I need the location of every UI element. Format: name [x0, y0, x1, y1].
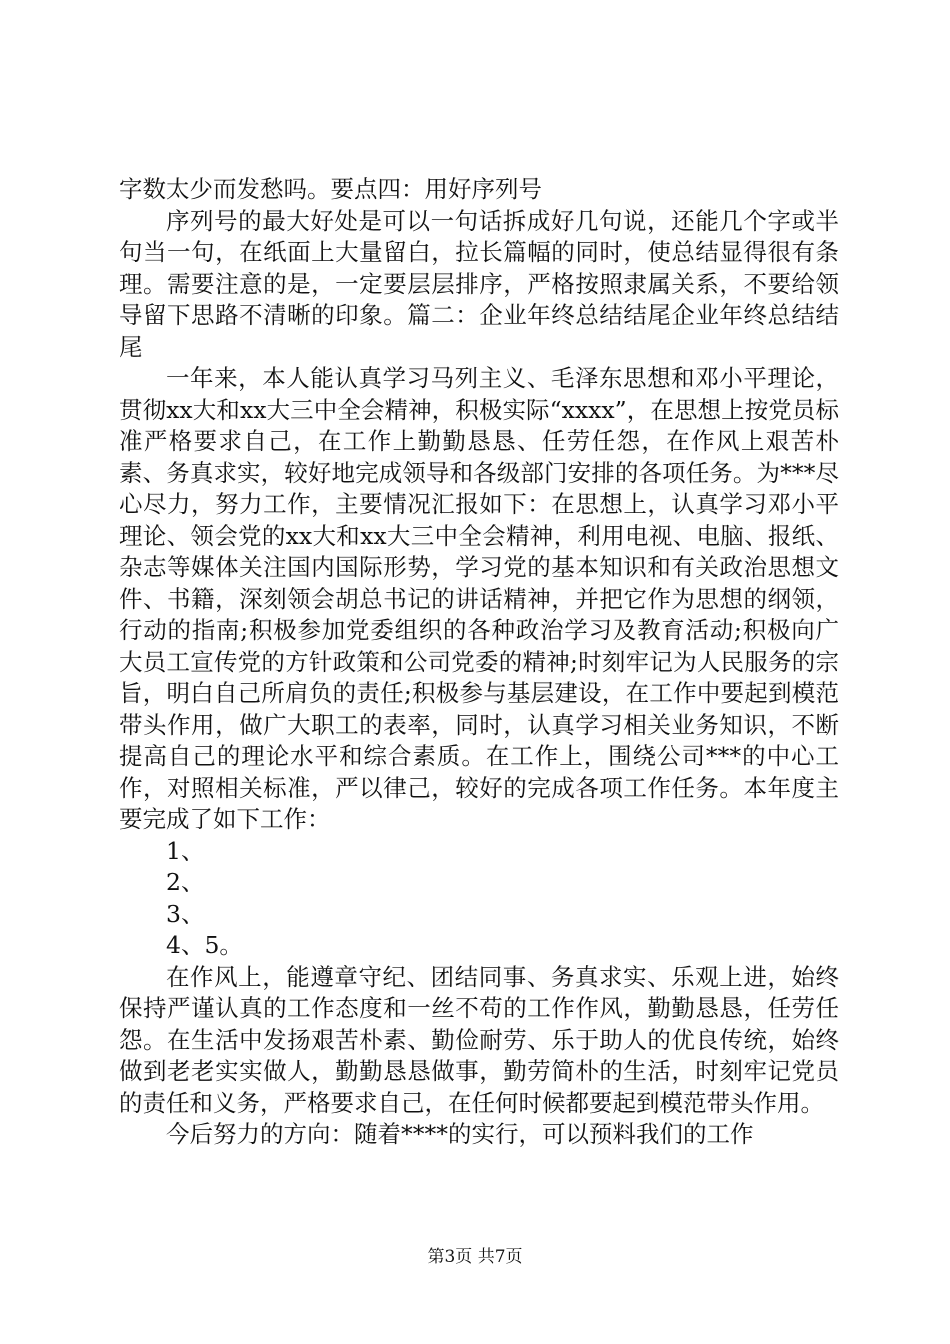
- page-footer: 第3页 共7页: [427, 1247, 523, 1267]
- paragraph-work-style: 在作风上，能遵章守纪、团结同事、务真求实、乐观上进，始终保持严谨认真的工作态度和一丝不苟的工作作风，勤勤恳恳，任劳任怨。在生活中发扬艰苦朴素、勤俭耐劳、乐于助人的优良传统，始终做到老老实实做人，勤勤恳恳做事，勤劳简朴的生活，时刻牢记党员的责任和义务，严格要求自己，在任何时候都要起到模范带头作用。: [119, 962, 839, 1117]
- document-body: [119, 174, 839, 1151]
- paragraph-future-direction: 今后努力的方向：随着****的实行，可以预料我们的工作: [166, 1120, 754, 1148]
- list-item-4-5: 4、5。: [166, 931, 243, 959]
- paragraph-year-summary: 一年来，本人能认真学习马列主义、毛泽东思想和邓小平理论，贯彻xx大和xx大三中全会精神，积极实际“xxxx”，在思想上按党员标准严格要求自己，在工作上勤勤恳恳、任劳任怨，在作风上艰苦朴素、务真求实，较好地完成领导和各级部门安排的各项任务。为***尽心尽力，努力工作，主要情况汇报如下：在思想上，认真学习邓小平理论、领会党的xx大和xx大三中全会精神，利用电视、电脑、报纸、杂志等媒体关注国内国际形势，学习党的基本知识和有关政治思想文件、书籍，深刻领会胡总书记的讲话精神，并把它作为思想的纲领，行动的指南;积极参加党委组织的各种政治学习及教育活动;积极向广大员工宣传党的方针政策和公司党委的精神;时刻牢记为人民服务的宗旨，明白自己所肩负的责任;积极参与基层建设，在工作中要起到模范带头作用，做广大职工的表率，同时，认真学习相关业务知识，不断提高自己的理论水平和综合素质。在工作上，围绕公司***的中心工作，对照相关标准，严以律己，较好的完成各项工作任务。本年度主要完成了如下工作：: [119, 364, 839, 833]
- list-item-3: 3、: [166, 899, 205, 928]
- paragraph-continuation: 字数太少而发愁吗。要点四：用好序列号: [119, 175, 542, 203]
- list-item-2: 2、: [166, 868, 205, 896]
- paragraph-serial-numbers: 序列号的最大好处是可以一句话拆成好几句说，还能几个字或半句当一句，在纸面上大量留白，拉长篇幅的同时，使总结显得很有条理。需要注意的是，一定要层层排序，严格按照隶属关系，不要给领导留下思路不清晰的印象。篇二：企业年终总结结尾企业年终总结结尾: [119, 206, 839, 361]
- list-item-1: 1、: [166, 836, 205, 865]
